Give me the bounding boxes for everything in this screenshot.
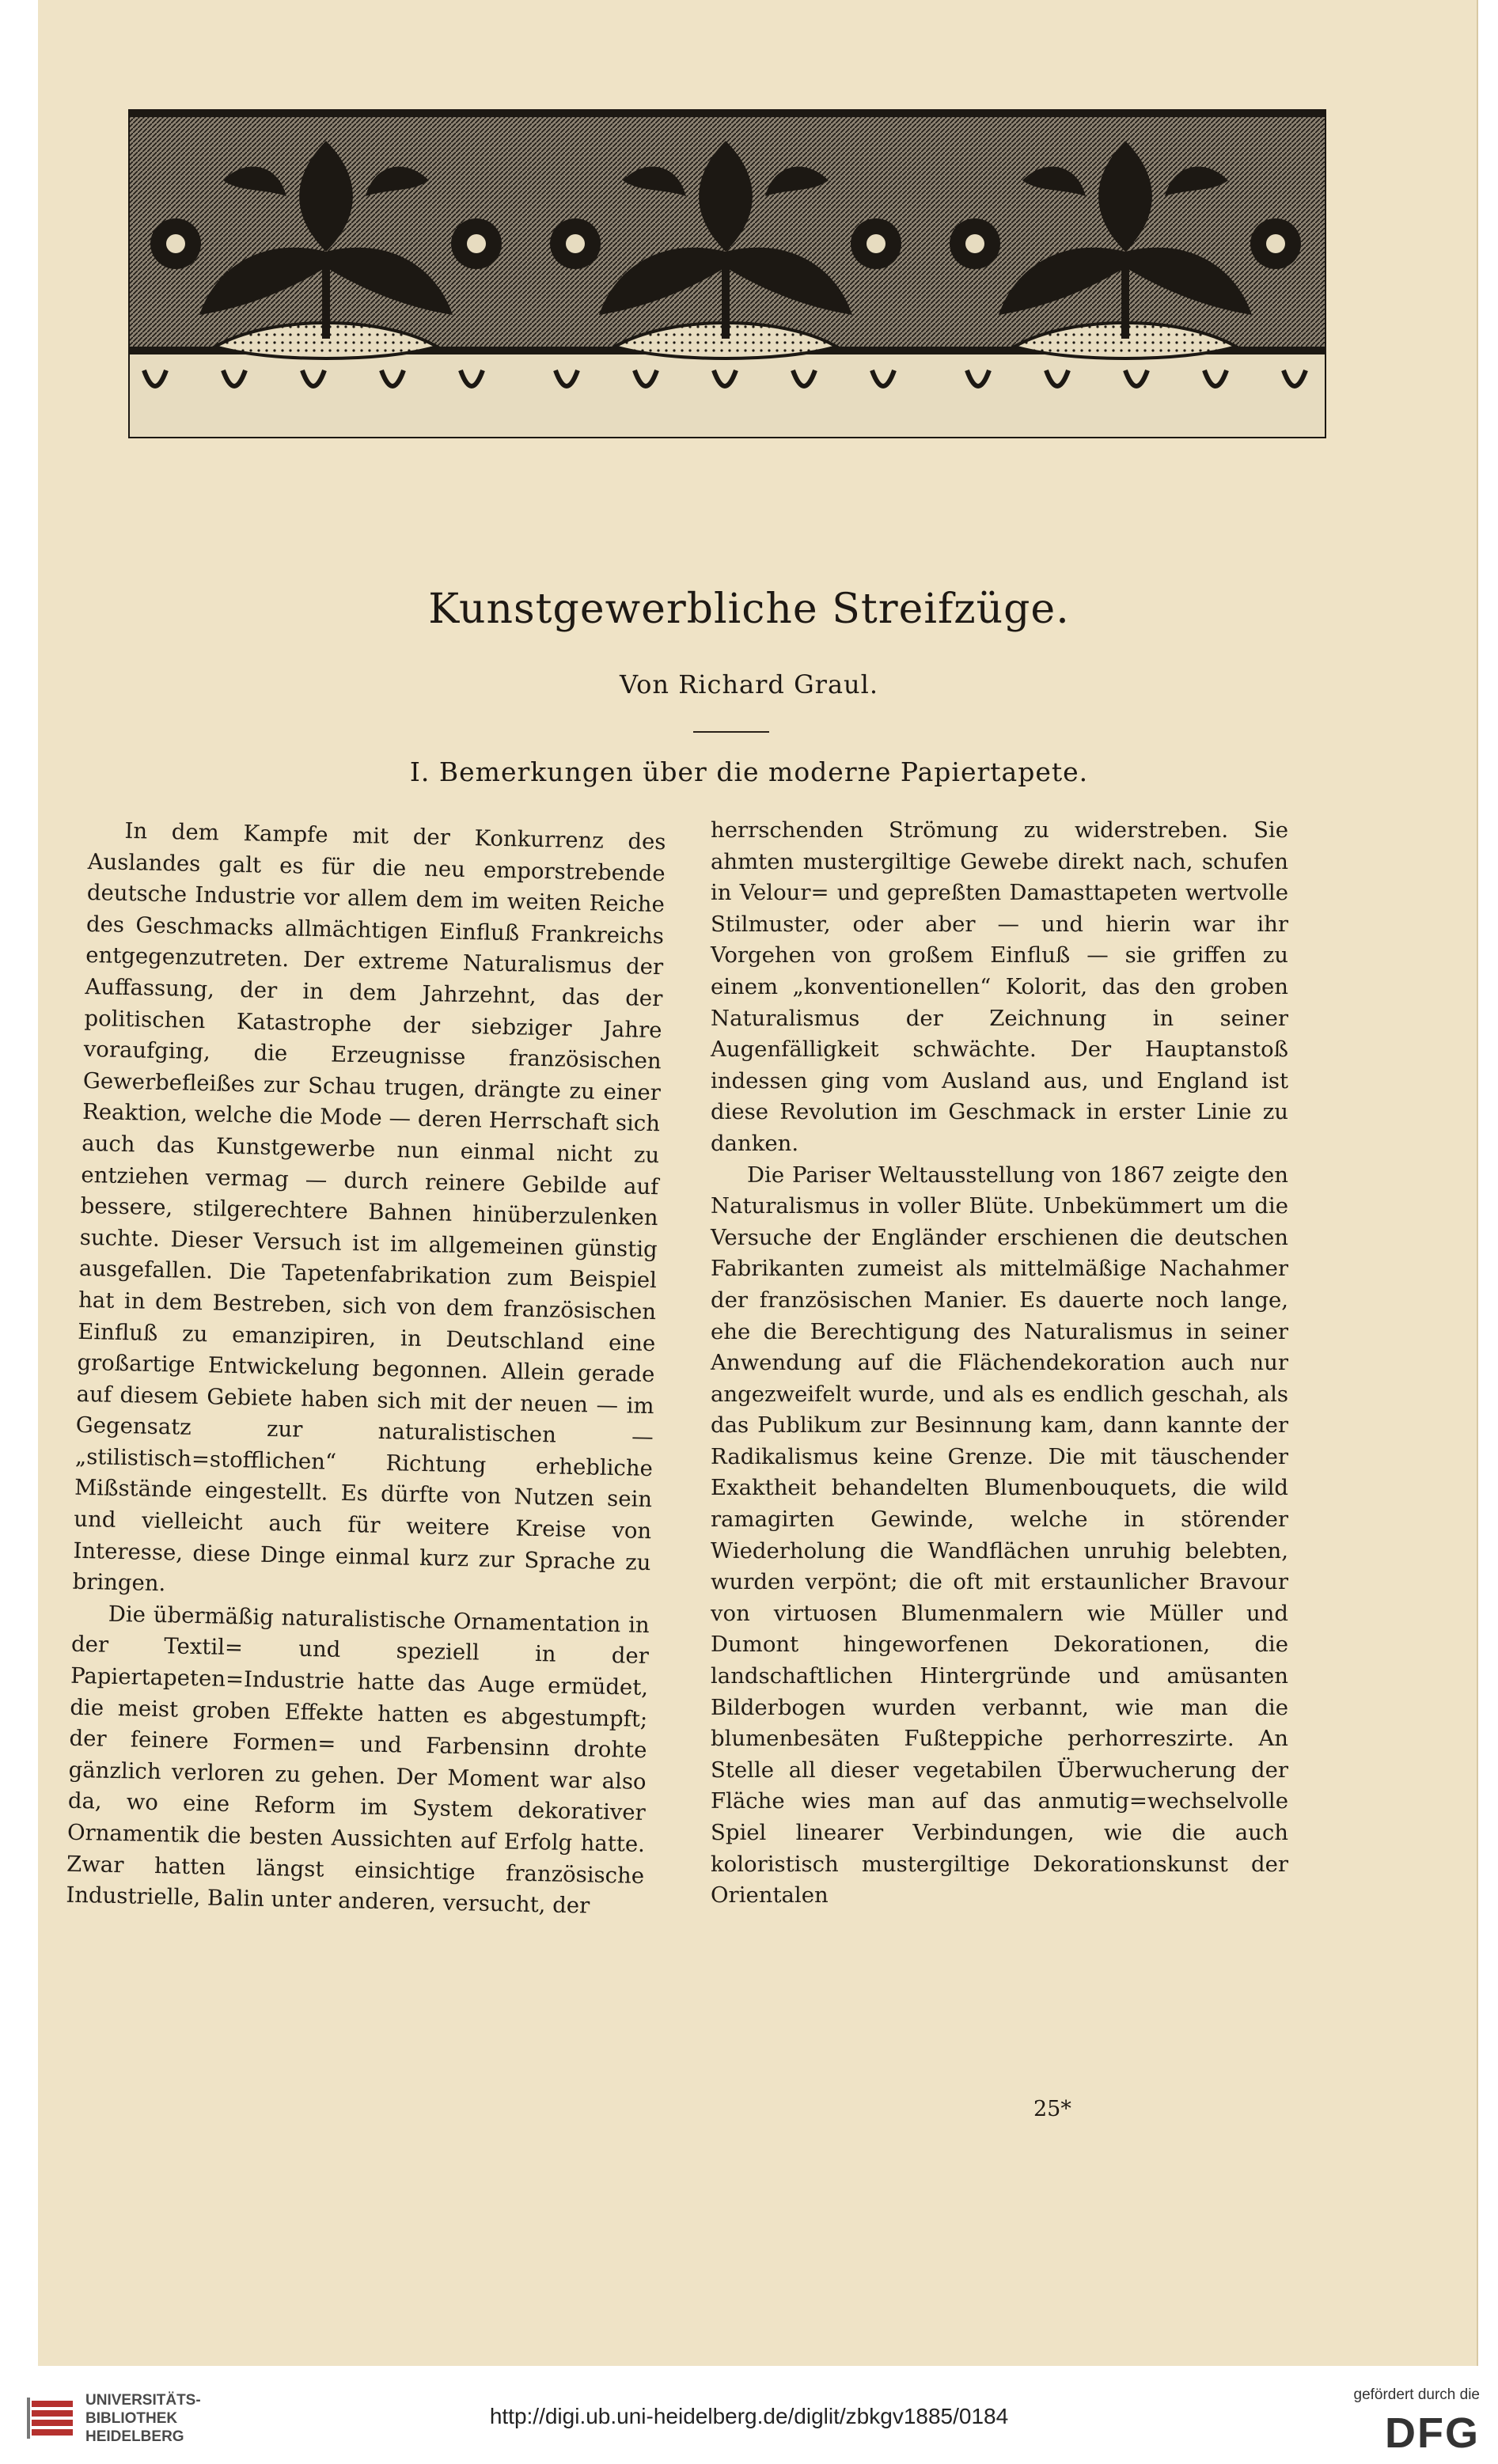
paragraph: In dem Kampfe mit der Konkurrenz des Auslandes galt es für die neu emporstrebende deutsche Industrie vor allem dem im weiten Reiche des Geschmacks allmächtigen Einfluß Frankreichs entgegenzutreten. Der extreme Naturalismus der Auffassung, der in dem Jahrzehnt, das der politischen Katastrophe der siebziger Jahre voraufging, die Erzeugnisse französischen Gewerbefleißes zur Schau trugen, drängte zu einer Reaktion, welche die Mode — deren Herrschaft sich auch das Kunstgewerbe nun einmal nicht zu entziehen vermag — durch reinere Gebilde auf bessere, stilgerechtere Bahnen hinüberzulenken suchte. Dieser Versuch ist im allgemeinen günstig ausgefallen. Die Tapetenfabrikation zum Beispiel hat in dem Bestreben, sich von dem französischen Einfluß zu emanzipiren, in Deutschland eine großartige Entwickelung begonnen. Allein gerade auf diesem Gebiete haben sich mit der neuen — im Gegensatz zur naturalistischen — „stilistisch=stofflichen“ Richtung erhebliche Mißstände eingestellt. Es dürfte von Nutzen sein und vielleicht auch für weitere Kreise von Interesse, diese Dinge einmal kurz zur Sprache zu bringen. [72, 817, 666, 1597]
library-line: HEIDELBERG [85, 2428, 184, 2445]
ornamental-border-icon [128, 109, 1326, 438]
dfg-logo: DFG [1385, 2409, 1480, 2457]
text-column-left [62, 815, 666, 2109]
source-url-link[interactable]: http://digi.ub.uni-heidelberg.de/diglit/zbkgv1885/0184 [489, 2404, 1009, 2428]
paragraph: Die übermäßig naturalistische Ornamentation in der Textil= und speziell in der Papiertapeten=Industrie hatte das Auge ermüdet, die meist groben Effekte hatten es abgestumpft; der feinere Formen= und Farbensinn drohte gänzlich verloren zu gehen. Der Moment war also da, wo eine Reform im System dekorativer Ornamentik die besten Aussichten auf Erfolg hatte. Zwar hatten längst einsichtige französische Industrielle, Balin unter anderen, versucht, der [66, 1601, 650, 1919]
funding-label: gefördert durch die [1353, 2386, 1480, 2403]
title-divider [693, 731, 769, 733]
section-heading: I. Bemerkungen über die moderne Papiertapete. [409, 756, 1089, 787]
paragraph: herrschenden Strömung zu widerstreben. Sie ahmten mustergiltige Gewebe direkt nach, schufen in Velour= und gepreßten Damasttapeten wertvolle Stilmuster, oder aber — und hierin war ihr Vorgehen von großem Einfluß — sie griffen zu einem „konventionellen“ Kolorit, das den groben Naturalismus der Zeichnung in seiner Augenfälligkeit schwächte. Der Hauptanstoß indessen ging vom Ausland aus, und England ist diese Revolution im Geschmack in erster Linie zu danken. [711, 817, 1288, 1156]
funding-branding [1298, 2386, 1480, 2458]
article-byline: Von Richard Graul. [619, 669, 879, 699]
text-column-right [711, 815, 1288, 2097]
library-line: BIBLIOTHEK [85, 2410, 178, 2427]
library-line: UNIVERSITÄTS- [85, 2392, 201, 2409]
article-title: Kunstgewerbliche Streifzüge. [428, 586, 1070, 633]
paragraph: Die Pariser Weltausstellung von 1867 zeigte den Naturalismus in voller Blüte. Unbekümmert um die Versuche der Engländer erschienen die deutschen Fabrikanten zumeist als mittelmäßige Nachahmer der französischen Manier. Es dauerte noch lange, ehe die Berechtigung des Naturalismus in seiner Anwendung auf die Flächendekoration auch nur angezweifelt wurde, und als es endlich geschah, als das Publikum zur Besinnung kam, dann kannte der Radikalismus keine Grenze. Die mit täuschender Exaktheit behandelten Blumenbouquets, die wild ramagirten Gewinde, welche in störender Wiederholung die Wandflächen unruhig belebten, wurden verpönt; die oft mit erstaunlicher Bravour von virtuosen Blumenmalern wie Müller und Dumont hingeworfenen Dekorationen, die landschaftlichen Hintergründe und amüsanten Bilderbogen wurden verbannt, wie man die blumenbesäten Fußteppiche perhorreszirte. An Stelle all dieser vegetabilen Überwucherung der Fläche wies man auf das anmutig=wechselvolle Spiel linearer Verbindungen, wie die auch koloristisch mustergiltige Dekorationskunst der Orientalen [711, 1162, 1288, 1909]
page-number: 25* [1033, 2097, 1071, 2121]
